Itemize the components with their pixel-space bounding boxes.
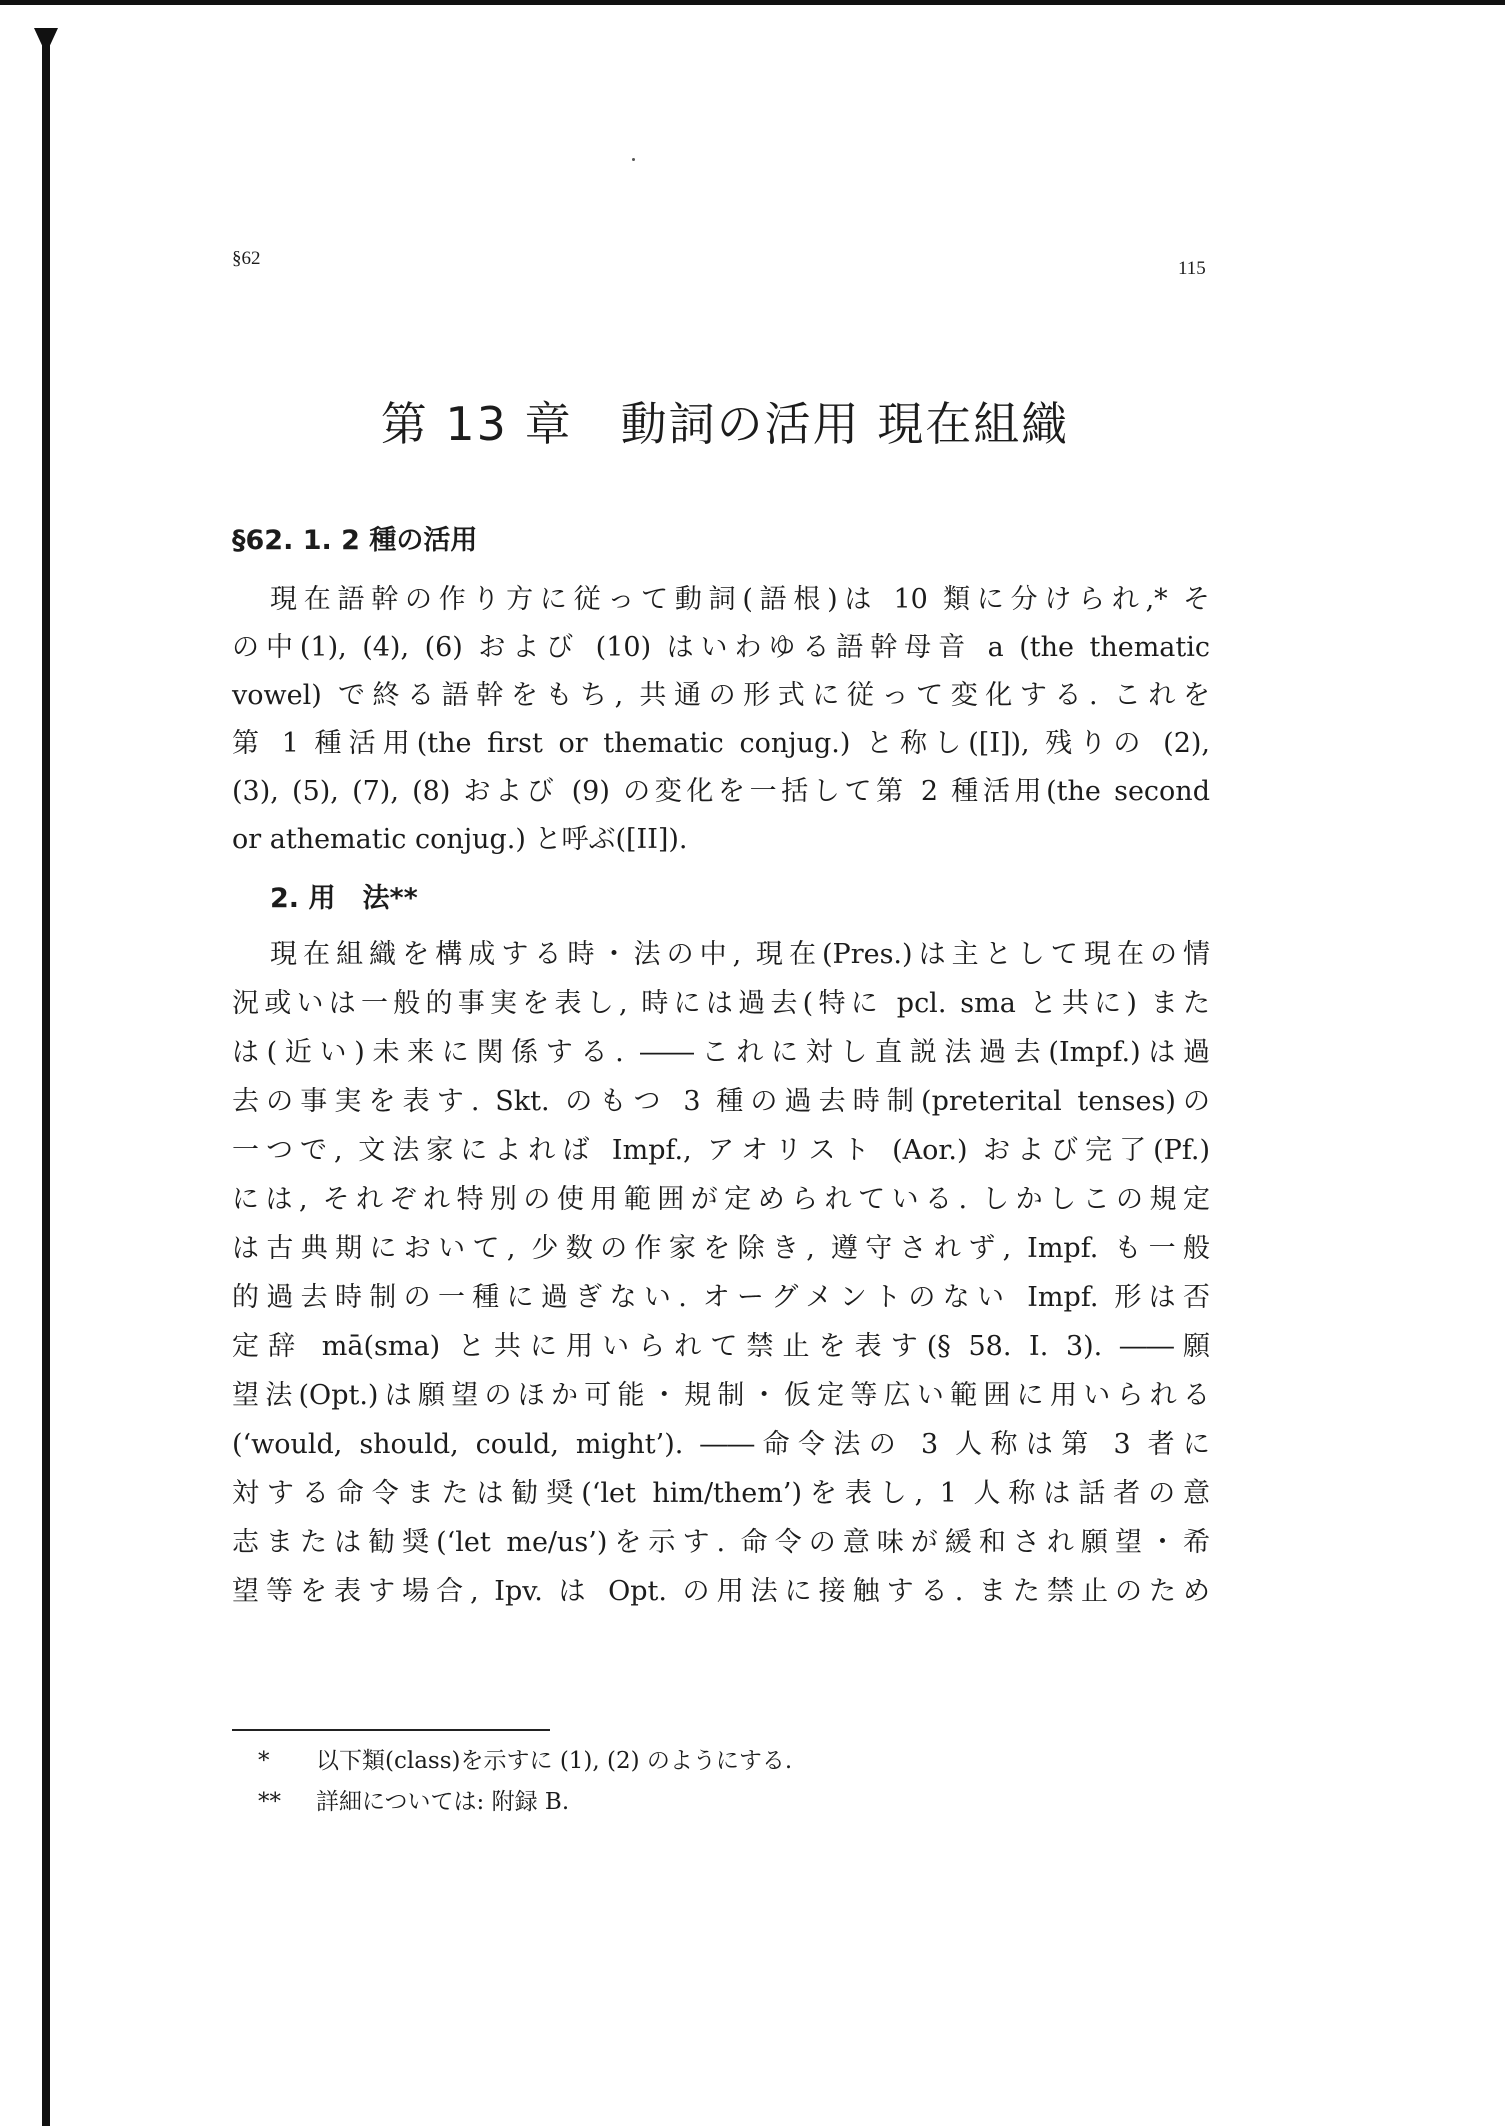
usage-subheading: 2. 用 法** (270, 883, 418, 914)
paragraph2-line: 対する命令または勧奨(‘let him/them’)を表し, 1 人称は話者の意 (232, 1478, 1210, 1509)
footnote-mark: * (258, 1748, 270, 1774)
paragraph1-line: or athematic conjug.) と呼ぶ([II]). (232, 824, 688, 855)
top-edge-rule (0, 0, 1505, 5)
paragraph2-line: は(近い)未来に関係する. ――これに対し直説法過去(Impf.)は過 (232, 1037, 1210, 1068)
paragraph2-line: 現在組織を構成する時・法の中, 現在(Pres.)は主として現在の情 (270, 939, 1210, 970)
paragraph1-line: 第 1 種活用(the first or thematic conjug.) と称し([I]), 残りの (2), (232, 728, 1210, 759)
footnote-rule (232, 1729, 550, 1731)
chapter-title: 第 13 章 動詞の活用 現在組織 (380, 397, 1070, 451)
paragraph2-line: 望法(Opt.)は願望のほか可能・規制・仮定等広い範囲に用いられる (232, 1380, 1210, 1411)
left-edge-bar-cap (34, 28, 58, 54)
paragraph2-line: 望等を表す場合, Ipv. は Opt. の用法に接触する. また禁止のため (232, 1576, 1210, 1607)
paragraph2-line: 志または勧奨(‘let me/us’)を示す. 命令の意味が緩和され願望・希 (232, 1527, 1210, 1558)
paragraph2-line: (‘would, should, could, might’). ――命令法の 3 人称は第 3 者に (232, 1429, 1210, 1460)
footnote-text: 以下類(class)を示すに (1), (2) のようにする. (316, 1748, 793, 1774)
paragraph2-line: には, それぞれ特別の使用範囲が定められている. しかしこの規定 (232, 1184, 1210, 1215)
paragraph2-line: 的過去時制の一種に過ぎない. オーグメントのない Impf. 形は否 (232, 1282, 1210, 1313)
paragraph1-line: vowel) で終る語幹をもち, 共通の形式に従って変化する. これを (232, 680, 1210, 711)
paragraph2-line: 一つで, 文法家によれば Impf., アオリスト (Aor.) および完了(Pf.) (232, 1135, 1210, 1166)
paragraph2-line: 去の事実を表す. Skt. のもつ 3 種の過去時制(preterital tenses)の (232, 1086, 1210, 1117)
left-edge-bar (42, 28, 50, 2126)
paragraph1-line: の中(1), (4), (6) および (10) はいわゆる語幹母音 a (the thematic (232, 632, 1210, 663)
paragraph1-line: (3), (5), (7), (8) および (9) の変化を一括して第 2 種活用(the second (232, 776, 1210, 807)
paragraph1-line: 現在語幹の作り方に従って動詞(語根)は 10 類に分けられ,* そ (270, 584, 1210, 615)
footnote-mark: ** (258, 1789, 281, 1815)
scan-speck (632, 158, 635, 161)
page-number: 115 (1178, 258, 1206, 279)
running-head-section: §62 (232, 248, 261, 269)
section-heading: §62. 1. 2 種の活用 (232, 525, 478, 556)
paragraph2-line: 定辞 mā(sma) と共に用いられて禁止を表す(§ 58. I. 3). ――願 (232, 1331, 1210, 1362)
footnote-text: 詳細については: 附録 B. (316, 1789, 570, 1815)
paragraph2-line: は古典期において, 少数の作家を除き, 遵守されず, Impf. も一般 (232, 1233, 1210, 1264)
footnote (258, 1745, 792, 1777)
footnote (258, 1786, 569, 1818)
paragraph2-line: 況或いは一般的事実を表し, 時には過去(特に pcl. sma と共に) また (232, 988, 1210, 1019)
